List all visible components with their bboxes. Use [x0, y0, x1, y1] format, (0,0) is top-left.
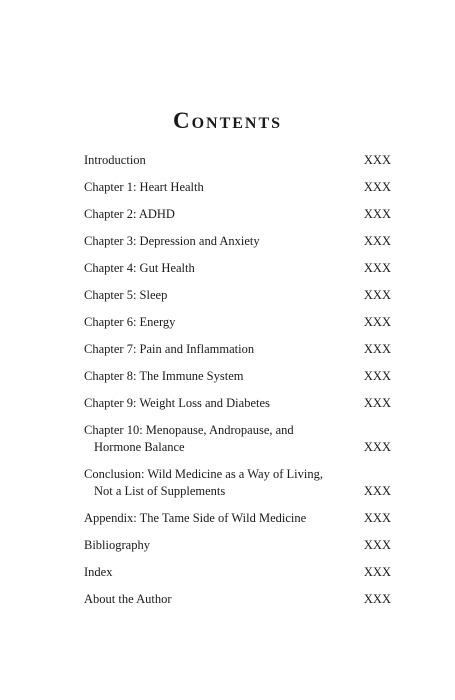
toc-entry-title: Chapter 9: Weight Loss and Diabetes [84, 396, 270, 410]
toc-entry-title-continued: Hormone Balance [94, 440, 185, 454]
toc-entry-page-number: XXX [363, 396, 391, 410]
toc-entry[interactable] [84, 466, 391, 500]
toc-entry-title: Chapter 4: Gut Health [84, 261, 195, 275]
toc-entry-label [84, 314, 364, 331]
toc-entry[interactable] [84, 368, 391, 385]
toc-entry[interactable] [84, 341, 391, 358]
toc-entry-label [84, 395, 364, 412]
toc-entry-title: Chapter 1: Heart Health [84, 180, 204, 194]
toc-entry[interactable] [84, 537, 391, 554]
toc-entry-title: Introduction [84, 153, 146, 167]
toc-list [84, 152, 391, 618]
toc-entry-label [84, 287, 364, 304]
toc-entry-title: Chapter 8: The Immune System [84, 369, 244, 383]
toc-entry-page-number: XXX [363, 592, 391, 606]
toc-entry-page-number: XXX [363, 538, 391, 552]
page-title: Contents [172, 108, 283, 133]
toc-entry-title: Chapter 6: Energy [84, 315, 176, 329]
toc-entry-title: About the Author [84, 592, 172, 606]
toc-entry-title: Chapter 7: Pain and Inflammation [84, 342, 255, 356]
toc-entry-title: Index [84, 565, 113, 579]
toc-entry-page-number: XXX [363, 288, 391, 302]
toc-entry-title: Chapter 5: Sleep [84, 288, 168, 302]
toc-entry[interactable] [84, 422, 391, 456]
toc-entry[interactable] [84, 179, 391, 196]
toc-entry[interactable] [84, 314, 391, 331]
toc-entry[interactable] [84, 260, 391, 277]
toc-entry-label [84, 152, 364, 169]
toc-entry-title: Bibliography [84, 538, 150, 552]
toc-entry-label [84, 341, 364, 358]
toc-entry[interactable] [84, 287, 391, 304]
toc-entry-title: Chapter 3: Depression and Anxiety [84, 234, 260, 248]
toc-entry[interactable] [84, 564, 391, 581]
toc-entry-label [84, 206, 364, 223]
toc-entry-page-number: XXX [363, 484, 391, 498]
toc-entry[interactable] [84, 591, 391, 608]
toc-entry-title-continued: Not a List of Supplements [94, 484, 226, 498]
toc-entry-label [84, 537, 364, 554]
toc-entry-label [84, 260, 364, 277]
toc-entry-page-number: XXX [363, 565, 391, 579]
toc-entry-page-number: XXX [363, 369, 391, 383]
toc-entry-page-number: XXX [363, 440, 391, 454]
toc-entry-title: Appendix: The Tame Side of Wild Medicine [84, 511, 307, 525]
toc-entry-label [84, 466, 364, 500]
toc-entry-page-number: XXX [363, 511, 391, 525]
toc-entry[interactable] [84, 510, 391, 527]
toc-entry-label [84, 233, 364, 250]
toc-entry-page-number: XXX [363, 153, 391, 167]
toc-entry-label [84, 179, 364, 196]
toc-entry[interactable] [84, 395, 391, 412]
toc-entry-title: Chapter 2: ADHD [84, 207, 175, 221]
toc-entry-label [84, 510, 364, 527]
toc-entry-title: Conclusion: Wild Medicine as a Way of Living, [84, 467, 323, 481]
toc-entry-page-number: XXX [363, 261, 391, 275]
toc-entry-title: Chapter 10: Menopause, Andropause, and [84, 423, 294, 437]
toc-entry-label [84, 368, 364, 385]
toc-entry-page-number: XXX [363, 207, 391, 221]
toc-entry-label [84, 564, 364, 581]
toc-entry-page-number: XXX [363, 180, 391, 194]
toc-entry-label [84, 591, 364, 608]
toc-entry-label [84, 422, 364, 456]
toc-entry-page-number: XXX [363, 342, 391, 356]
toc-entry-page-number: XXX [363, 234, 391, 248]
toc-entry[interactable] [84, 206, 391, 223]
toc-entry-page-number: XXX [363, 315, 391, 329]
toc-entry[interactable] [84, 152, 391, 169]
toc-entry[interactable] [84, 233, 391, 250]
